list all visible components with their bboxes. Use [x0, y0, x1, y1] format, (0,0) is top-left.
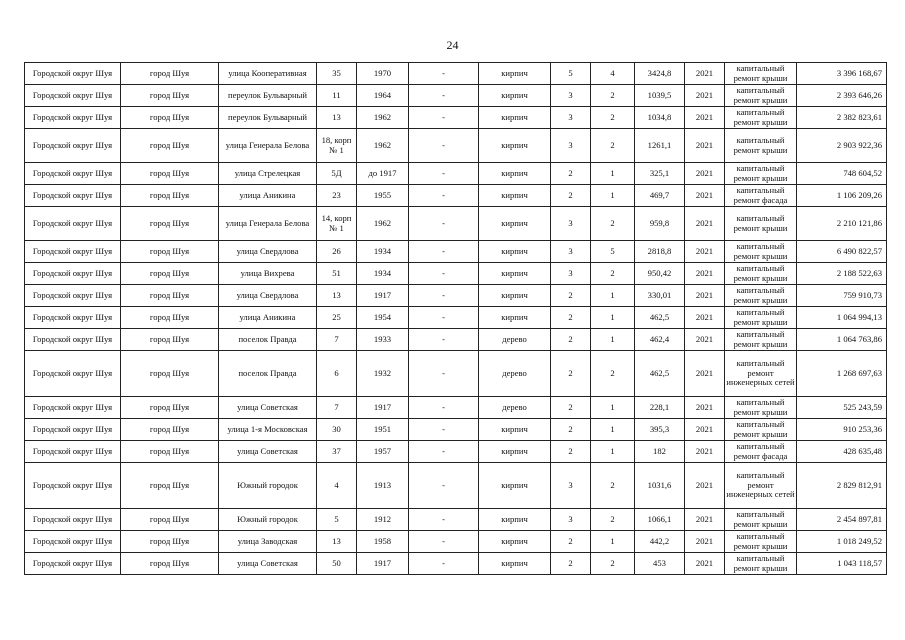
cell-renovation-year: -: [409, 129, 479, 163]
cell-street: улица Советская: [219, 397, 317, 419]
cell-renovation-year: -: [409, 207, 479, 241]
cell-entrances: 1: [591, 163, 635, 185]
cell-house-number: 51: [317, 263, 357, 285]
cell-area: 1066,1: [635, 509, 685, 531]
cell-work-type: капитальный ремонт инженерных сетей: [725, 463, 797, 509]
cell-area: 469,7: [635, 185, 685, 207]
cell-floors: 2: [551, 351, 591, 397]
cell-entrances: 1: [591, 185, 635, 207]
cell-build-year: 1957: [357, 441, 409, 463]
cell-cost: 1 268 697,63: [797, 351, 887, 397]
cell-street: улица Стрелецкая: [219, 163, 317, 185]
cell-build-year: 1917: [357, 397, 409, 419]
cell-settlement: город Шуя: [121, 397, 219, 419]
cell-floors: 2: [551, 397, 591, 419]
cell-renovation-year: -: [409, 441, 479, 463]
cell-municipality: Городской округ Шуя: [25, 285, 121, 307]
cell-renovation-year: -: [409, 397, 479, 419]
cell-municipality: Городской округ Шуя: [25, 351, 121, 397]
cell-entrances: 1: [591, 397, 635, 419]
table-row: [25, 351, 887, 397]
cell-settlement: город Шуя: [121, 285, 219, 307]
cell-wall-material: дерево: [479, 329, 551, 351]
table-row: [25, 553, 887, 575]
cell-wall-material: кирпич: [479, 107, 551, 129]
cell-house-number: 6: [317, 351, 357, 397]
cell-renovation-year: -: [409, 329, 479, 351]
cell-area: 2818,8: [635, 241, 685, 263]
cell-cost: 2 454 897,81: [797, 509, 887, 531]
housing-repair-table: [24, 62, 887, 575]
cell-cost: 759 910,73: [797, 285, 887, 307]
cell-house-number: 11: [317, 85, 357, 107]
cell-municipality: Городской округ Шуя: [25, 397, 121, 419]
cell-house-number: 13: [317, 531, 357, 553]
cell-work-type: капитальный ремонт крыши: [725, 107, 797, 129]
cell-cost: 2 382 823,61: [797, 107, 887, 129]
cell-work-year: 2021: [685, 263, 725, 285]
cell-build-year: 1962: [357, 207, 409, 241]
cell-wall-material: кирпич: [479, 163, 551, 185]
cell-area: 395,3: [635, 419, 685, 441]
cell-wall-material: кирпич: [479, 263, 551, 285]
cell-work-year: 2021: [685, 163, 725, 185]
cell-wall-material: кирпич: [479, 509, 551, 531]
cell-street: Южный городок: [219, 463, 317, 509]
table-row: [25, 241, 887, 263]
cell-floors: 3: [551, 509, 591, 531]
cell-settlement: город Шуя: [121, 241, 219, 263]
table-row: [25, 107, 887, 129]
cell-renovation-year: -: [409, 307, 479, 329]
cell-cost: 2 188 522,63: [797, 263, 887, 285]
cell-street: Южный городок: [219, 509, 317, 531]
cell-entrances: 1: [591, 329, 635, 351]
cell-work-year: 2021: [685, 463, 725, 509]
cell-entrances: 1: [591, 419, 635, 441]
cell-work-type: капитальный ремонт крыши: [725, 419, 797, 441]
cell-municipality: Городской округ Шуя: [25, 329, 121, 351]
cell-settlement: город Шуя: [121, 107, 219, 129]
cell-house-number: 26: [317, 241, 357, 263]
cell-work-type: капитальный ремонт фасада: [725, 441, 797, 463]
cell-settlement: город Шуя: [121, 553, 219, 575]
cell-work-type: капитальный ремонт крыши: [725, 129, 797, 163]
cell-renovation-year: -: [409, 351, 479, 397]
cell-build-year: 1951: [357, 419, 409, 441]
cell-municipality: Городской округ Шуя: [25, 129, 121, 163]
cell-entrances: 2: [591, 207, 635, 241]
cell-work-type: капитальный ремонт крыши: [725, 553, 797, 575]
cell-municipality: Городской округ Шуя: [25, 207, 121, 241]
table-row: [25, 163, 887, 185]
cell-house-number: 14, корп № 1: [317, 207, 357, 241]
cell-wall-material: кирпич: [479, 307, 551, 329]
cell-wall-material: кирпич: [479, 85, 551, 107]
cell-work-year: 2021: [685, 509, 725, 531]
cell-wall-material: кирпич: [479, 129, 551, 163]
cell-settlement: город Шуя: [121, 185, 219, 207]
cell-settlement: город Шуя: [121, 531, 219, 553]
cell-area: 442,2: [635, 531, 685, 553]
cell-renovation-year: -: [409, 63, 479, 85]
cell-floors: 2: [551, 163, 591, 185]
cell-cost: 1 106 209,26: [797, 185, 887, 207]
table-row: [25, 129, 887, 163]
cell-build-year: 1962: [357, 129, 409, 163]
cell-build-year: 1912: [357, 509, 409, 531]
cell-floors: 3: [551, 107, 591, 129]
cell-floors: 2: [551, 553, 591, 575]
cell-municipality: Городской округ Шуя: [25, 509, 121, 531]
cell-municipality: Городской округ Шуя: [25, 163, 121, 185]
table-row: [25, 307, 887, 329]
cell-area: 462,5: [635, 351, 685, 397]
cell-street: улица Генерала Белова: [219, 129, 317, 163]
table-row: [25, 207, 887, 241]
cell-wall-material: кирпич: [479, 63, 551, 85]
cell-work-year: 2021: [685, 329, 725, 351]
cell-street: улица Аникина: [219, 185, 317, 207]
table-row: [25, 263, 887, 285]
cell-settlement: город Шуя: [121, 509, 219, 531]
cell-house-number: 30: [317, 419, 357, 441]
cell-work-type: капитальный ремонт крыши: [725, 397, 797, 419]
cell-street: улица Свердлова: [219, 241, 317, 263]
cell-floors: 3: [551, 263, 591, 285]
cell-work-type: капитальный ремонт крыши: [725, 207, 797, 241]
cell-municipality: Городской округ Шуя: [25, 441, 121, 463]
cell-work-type: капитальный ремонт инженерных сетей: [725, 351, 797, 397]
cell-cost: 2 393 646,26: [797, 85, 887, 107]
cell-floors: 2: [551, 531, 591, 553]
cell-area: 228,1: [635, 397, 685, 419]
cell-cost: 525 243,59: [797, 397, 887, 419]
cell-municipality: Городской округ Шуя: [25, 307, 121, 329]
cell-build-year: 1917: [357, 553, 409, 575]
cell-area: 462,4: [635, 329, 685, 351]
cell-area: 1261,1: [635, 129, 685, 163]
cell-entrances: 2: [591, 509, 635, 531]
cell-entrances: 2: [591, 463, 635, 509]
cell-cost: 910 253,36: [797, 419, 887, 441]
cell-work-year: 2021: [685, 531, 725, 553]
cell-work-year: 2021: [685, 419, 725, 441]
cell-renovation-year: -: [409, 241, 479, 263]
cell-renovation-year: -: [409, 107, 479, 129]
cell-work-year: 2021: [685, 129, 725, 163]
cell-settlement: город Шуя: [121, 207, 219, 241]
cell-work-year: 2021: [685, 441, 725, 463]
cell-work-type: капитальный ремонт крыши: [725, 509, 797, 531]
cell-renovation-year: -: [409, 531, 479, 553]
cell-floors: 3: [551, 85, 591, 107]
cell-floors: 3: [551, 463, 591, 509]
cell-renovation-year: -: [409, 185, 479, 207]
table-row: [25, 63, 887, 85]
cell-work-type: капитальный ремонт крыши: [725, 307, 797, 329]
cell-entrances: 5: [591, 241, 635, 263]
cell-area: 1034,8: [635, 107, 685, 129]
cell-municipality: Городской округ Шуя: [25, 185, 121, 207]
cell-floors: 3: [551, 207, 591, 241]
cell-settlement: город Шуя: [121, 463, 219, 509]
cell-wall-material: кирпич: [479, 241, 551, 263]
cell-cost: 2 903 922,36: [797, 129, 887, 163]
table-row: [25, 185, 887, 207]
cell-floors: 2: [551, 329, 591, 351]
cell-wall-material: кирпич: [479, 207, 551, 241]
cell-work-year: 2021: [685, 351, 725, 397]
cell-wall-material: кирпич: [479, 185, 551, 207]
table-row: [25, 329, 887, 351]
cell-work-year: 2021: [685, 241, 725, 263]
cell-build-year: 1955: [357, 185, 409, 207]
cell-renovation-year: -: [409, 285, 479, 307]
cell-street: поселок Правда: [219, 329, 317, 351]
cell-settlement: город Шуя: [121, 85, 219, 107]
cell-area: 3424,8: [635, 63, 685, 85]
cell-renovation-year: -: [409, 419, 479, 441]
cell-floors: 2: [551, 419, 591, 441]
cell-wall-material: кирпич: [479, 553, 551, 575]
cell-municipality: Городской округ Шуя: [25, 63, 121, 85]
cell-work-type: капитальный ремонт крыши: [725, 85, 797, 107]
cell-area: 462,5: [635, 307, 685, 329]
cell-street: переулок Бульварный: [219, 85, 317, 107]
cell-work-type: капитальный ремонт крыши: [725, 329, 797, 351]
cell-entrances: 4: [591, 63, 635, 85]
cell-street: улица Вихрева: [219, 263, 317, 285]
cell-house-number: 4: [317, 463, 357, 509]
cell-cost: 428 635,48: [797, 441, 887, 463]
cell-entrances: 1: [591, 307, 635, 329]
cell-house-number: 23: [317, 185, 357, 207]
cell-house-number: 7: [317, 329, 357, 351]
cell-wall-material: кирпич: [479, 285, 551, 307]
cell-build-year: 1970: [357, 63, 409, 85]
cell-wall-material: кирпич: [479, 531, 551, 553]
cell-work-type: капитальный ремонт крыши: [725, 241, 797, 263]
cell-municipality: Городской округ Шуя: [25, 241, 121, 263]
cell-entrances: 2: [591, 351, 635, 397]
cell-renovation-year: -: [409, 263, 479, 285]
cell-build-year: 1934: [357, 263, 409, 285]
cell-municipality: Городской округ Шуя: [25, 531, 121, 553]
cell-cost: 1 018 249,52: [797, 531, 887, 553]
cell-street: улица Генерала Белова: [219, 207, 317, 241]
cell-work-year: 2021: [685, 63, 725, 85]
cell-municipality: Городской округ Шуя: [25, 85, 121, 107]
cell-build-year: 1958: [357, 531, 409, 553]
cell-build-year: 1913: [357, 463, 409, 509]
cell-work-year: 2021: [685, 185, 725, 207]
cell-work-year: 2021: [685, 307, 725, 329]
cell-entrances: 2: [591, 263, 635, 285]
cell-build-year: 1962: [357, 107, 409, 129]
cell-house-number: 13: [317, 285, 357, 307]
cell-house-number: 37: [317, 441, 357, 463]
cell-street: улица Свердлова: [219, 285, 317, 307]
cell-house-number: 25: [317, 307, 357, 329]
cell-settlement: город Шуя: [121, 263, 219, 285]
cell-street: улица Заводская: [219, 531, 317, 553]
cell-wall-material: кирпич: [479, 463, 551, 509]
cell-renovation-year: -: [409, 85, 479, 107]
cell-renovation-year: -: [409, 553, 479, 575]
cell-floors: 2: [551, 307, 591, 329]
cell-work-year: 2021: [685, 285, 725, 307]
cell-house-number: 35: [317, 63, 357, 85]
cell-work-type: капитальный ремонт фасада: [725, 185, 797, 207]
cell-area: 1031,6: [635, 463, 685, 509]
cell-work-type: капитальный ремонт крыши: [725, 63, 797, 85]
cell-wall-material: дерево: [479, 351, 551, 397]
cell-entrances: 2: [591, 129, 635, 163]
cell-settlement: город Шуя: [121, 63, 219, 85]
cell-wall-material: кирпич: [479, 419, 551, 441]
cell-renovation-year: -: [409, 163, 479, 185]
cell-house-number: 18, корп № 1: [317, 129, 357, 163]
cell-cost: 3 396 168,67: [797, 63, 887, 85]
cell-street: переулок Бульварный: [219, 107, 317, 129]
cell-settlement: город Шуя: [121, 419, 219, 441]
cell-street: улица Советская: [219, 553, 317, 575]
cell-area: 330,01: [635, 285, 685, 307]
cell-street: улица Советская: [219, 441, 317, 463]
cell-work-type: капитальный ремонт крыши: [725, 285, 797, 307]
cell-floors: 2: [551, 285, 591, 307]
cell-settlement: город Шуя: [121, 441, 219, 463]
cell-floors: 2: [551, 441, 591, 463]
cell-work-year: 2021: [685, 207, 725, 241]
cell-floors: 5: [551, 63, 591, 85]
cell-house-number: 13: [317, 107, 357, 129]
table-row: [25, 509, 887, 531]
cell-street: улица 1-я Московская: [219, 419, 317, 441]
table-row: [25, 419, 887, 441]
cell-municipality: Городской округ Шуя: [25, 463, 121, 509]
cell-build-year: 1917: [357, 285, 409, 307]
cell-build-year: 1954: [357, 307, 409, 329]
cell-entrances: 1: [591, 285, 635, 307]
table-row: [25, 531, 887, 553]
cell-area: 959,8: [635, 207, 685, 241]
cell-settlement: город Шуя: [121, 129, 219, 163]
cell-municipality: Городской округ Шуя: [25, 107, 121, 129]
cell-cost: 2 829 812,91: [797, 463, 887, 509]
cell-house-number: 5Д: [317, 163, 357, 185]
cell-entrances: 1: [591, 441, 635, 463]
cell-cost: 1 064 994,13: [797, 307, 887, 329]
cell-floors: 3: [551, 241, 591, 263]
cell-cost: 748 604,52: [797, 163, 887, 185]
cell-wall-material: дерево: [479, 397, 551, 419]
cell-area: 1039,5: [635, 85, 685, 107]
cell-cost: 1 064 763,86: [797, 329, 887, 351]
cell-settlement: город Шуя: [121, 163, 219, 185]
cell-settlement: город Шуя: [121, 329, 219, 351]
cell-cost: 6 490 822,57: [797, 241, 887, 263]
cell-area: 325,1: [635, 163, 685, 185]
cell-cost: 2 210 121,86: [797, 207, 887, 241]
cell-municipality: Городской округ Шуя: [25, 419, 121, 441]
cell-build-year: 1933: [357, 329, 409, 351]
cell-settlement: город Шуя: [121, 351, 219, 397]
cell-work-year: 2021: [685, 397, 725, 419]
table-row: [25, 441, 887, 463]
table-row: [25, 397, 887, 419]
cell-house-number: 5: [317, 509, 357, 531]
cell-cost: 1 043 118,57: [797, 553, 887, 575]
cell-entrances: 2: [591, 85, 635, 107]
cell-entrances: 2: [591, 553, 635, 575]
cell-entrances: 2: [591, 107, 635, 129]
cell-area: 950,42: [635, 263, 685, 285]
cell-wall-material: кирпич: [479, 441, 551, 463]
cell-area: 182: [635, 441, 685, 463]
cell-work-year: 2021: [685, 85, 725, 107]
cell-street: улица Аникина: [219, 307, 317, 329]
cell-street: поселок Правда: [219, 351, 317, 397]
cell-floors: 2: [551, 185, 591, 207]
cell-entrances: 1: [591, 531, 635, 553]
table-row: [25, 285, 887, 307]
cell-settlement: город Шуя: [121, 307, 219, 329]
cell-work-year: 2021: [685, 553, 725, 575]
cell-build-year: 1964: [357, 85, 409, 107]
cell-build-year: до 1917: [357, 163, 409, 185]
cell-work-year: 2021: [685, 107, 725, 129]
cell-build-year: 1932: [357, 351, 409, 397]
page-number: 24: [446, 38, 459, 52]
cell-street: улица Кооперативная: [219, 63, 317, 85]
cell-area: 453: [635, 553, 685, 575]
cell-work-type: капитальный ремонт крыши: [725, 263, 797, 285]
cell-build-year: 1934: [357, 241, 409, 263]
cell-renovation-year: -: [409, 509, 479, 531]
cell-renovation-year: -: [409, 463, 479, 509]
table-row: [25, 85, 887, 107]
table-row: [25, 463, 887, 509]
cell-house-number: 50: [317, 553, 357, 575]
cell-house-number: 7: [317, 397, 357, 419]
cell-municipality: Городской округ Шуя: [25, 553, 121, 575]
cell-work-type: капитальный ремонт крыши: [725, 163, 797, 185]
cell-floors: 3: [551, 129, 591, 163]
cell-municipality: Городской округ Шуя: [25, 263, 121, 285]
cell-work-type: капитальный ремонт крыши: [725, 531, 797, 553]
